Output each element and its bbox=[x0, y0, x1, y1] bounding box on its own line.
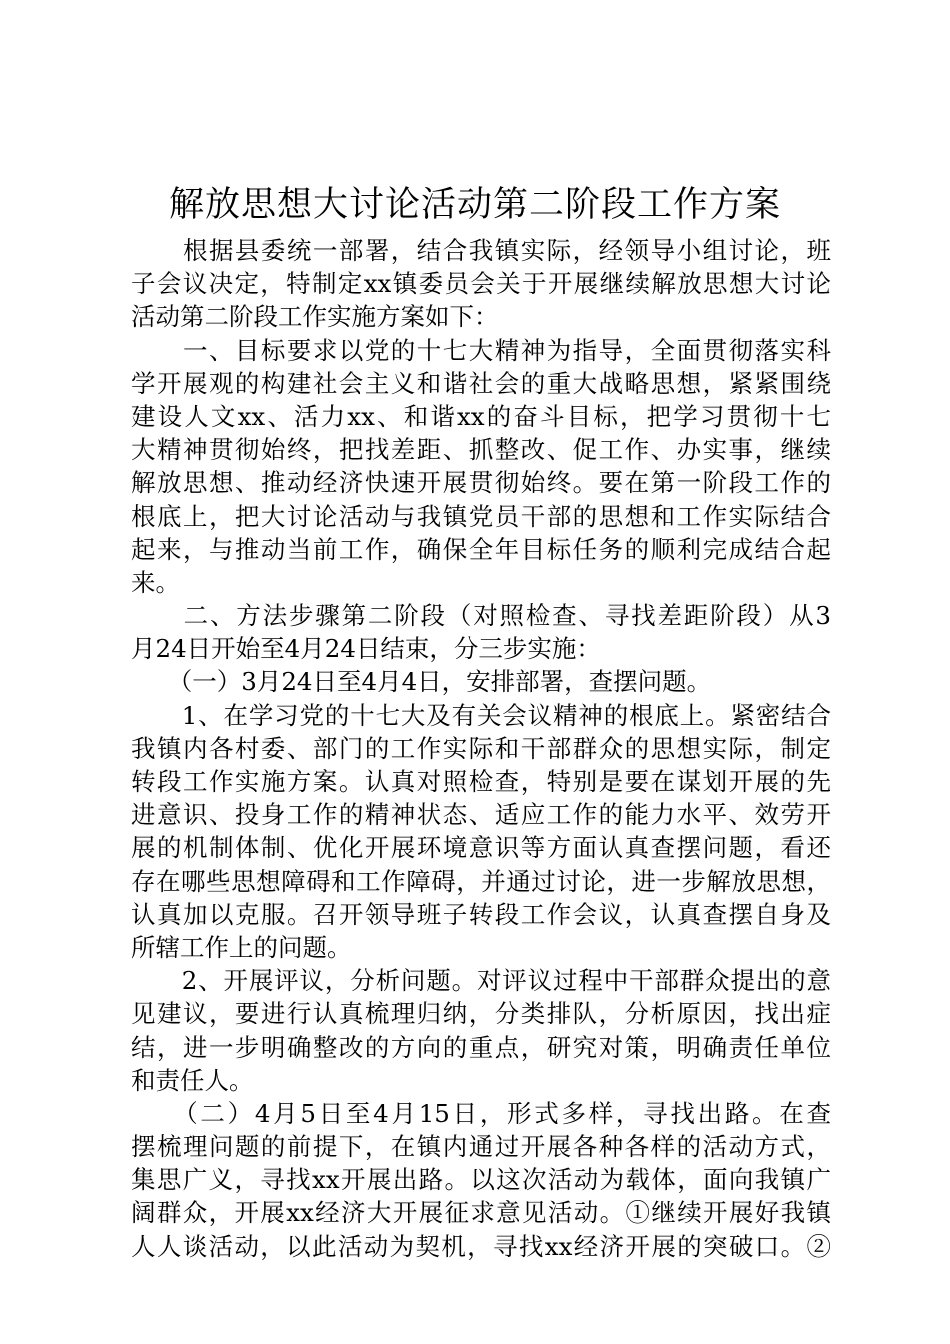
text-line: 我镇内各村委、部门的工作实际和干部群众的思想实际，制定 bbox=[131, 733, 831, 763]
text-line: 所辖工作上的问题。 bbox=[131, 932, 352, 962]
text-line: 根据县委统一部署，结合我镇实际，经领导小组讨论，班 bbox=[131, 236, 831, 265]
text-line: 转段工作实施方案。认真对照检查，特别是要在谋划开展的先 bbox=[131, 767, 831, 796]
text-line: 和责任人。 bbox=[131, 1065, 254, 1095]
text-line: 建设人文xx、活力xx、和谐xx的奋斗目标，把学习贯彻十七 bbox=[131, 401, 831, 431]
text-line: 来。 bbox=[131, 567, 180, 597]
text-line: （二）4月5日至4月15日，形式多样，寻找出路。在查 bbox=[131, 1098, 831, 1128]
text-line: 摆梳理问题的前提下，在镇内通过开展各种各样的活动方式， bbox=[131, 1132, 831, 1162]
text-line: 进意识、投身工作的精神状态、适应工作的能力水平、效劳开 bbox=[131, 800, 831, 830]
text-line: 学开展观的构建社会主义和谐社会的重大战略思想，紧紧围绕 bbox=[131, 368, 831, 398]
text-line: （一）3月24日至4月4日，安排部署，查摆问题。 bbox=[131, 667, 712, 697]
text-line: 大精神贯彻始终，把找差距、抓整改、促工作、办实事，继续 bbox=[131, 435, 831, 465]
text-line: 结，进一步明确整改的方向的重点，研究对策，明确责任单位 bbox=[131, 1032, 831, 1062]
text-line: 1、在学习党的十七大及有关会议精神的根底上。紧密结合 bbox=[131, 700, 831, 730]
text-line: 展的机制体制、优化开展环境意识等方面认真查摆问题，看还 bbox=[131, 833, 831, 863]
text-line: 集思广义，寻找xx开展出路。以这次活动为载体，面向我镇广 bbox=[131, 1165, 831, 1195]
text-line: 一、目标要求以党的十七大精神为指导，全面贯彻落实科 bbox=[131, 335, 831, 365]
text-line: 2、开展评议，分析问题。对评议过程中干部群众提出的意 bbox=[131, 966, 831, 996]
text-line: 月24日开始至4月24日结束，分三步实施： bbox=[131, 634, 601, 664]
text-line: 人人谈活动，以此活动为契机，寻找xx经济开展的突破口。② bbox=[131, 1231, 831, 1261]
text-line: 存在哪些思想障碍和工作障碍，并通过讨论，进一步解放思想， bbox=[131, 866, 831, 896]
text-line: 起来，与推动当前工作，确保全年目标任务的顺利完成结合起 bbox=[131, 534, 831, 564]
text-line: 认真加以克服。召开领导班子转段工作会议，认真查摆自身及 bbox=[131, 899, 831, 929]
text-line: 二、方法步骤第二阶段（对照检查、寻找差距阶段）从3 bbox=[131, 601, 831, 631]
text-line: 子会议决定，特制定xx镇委员会关于开展继续解放思想大讨论 bbox=[131, 269, 831, 299]
text-line: 阔群众，开展xx经济大开展征求意见活动。①继续开展好我镇 bbox=[131, 1198, 831, 1228]
text-line: 根底上，把大讨论活动与我镇党员干部的思想和工作实际结合 bbox=[131, 501, 831, 531]
text-line: 解放思想、推动经济快速开展贯彻始终。要在第一阶段工作的 bbox=[131, 468, 831, 498]
document-body bbox=[131, 234, 831, 1263]
text-line: 活动第二阶段工作实施方案如下： bbox=[131, 302, 499, 332]
text-line: 见建议，要进行认真梳理归纳，分类排队，分析原因，找出症 bbox=[131, 999, 831, 1029]
document-title: 解放思想大讨论活动第二阶段工作方案 bbox=[168, 185, 781, 225]
